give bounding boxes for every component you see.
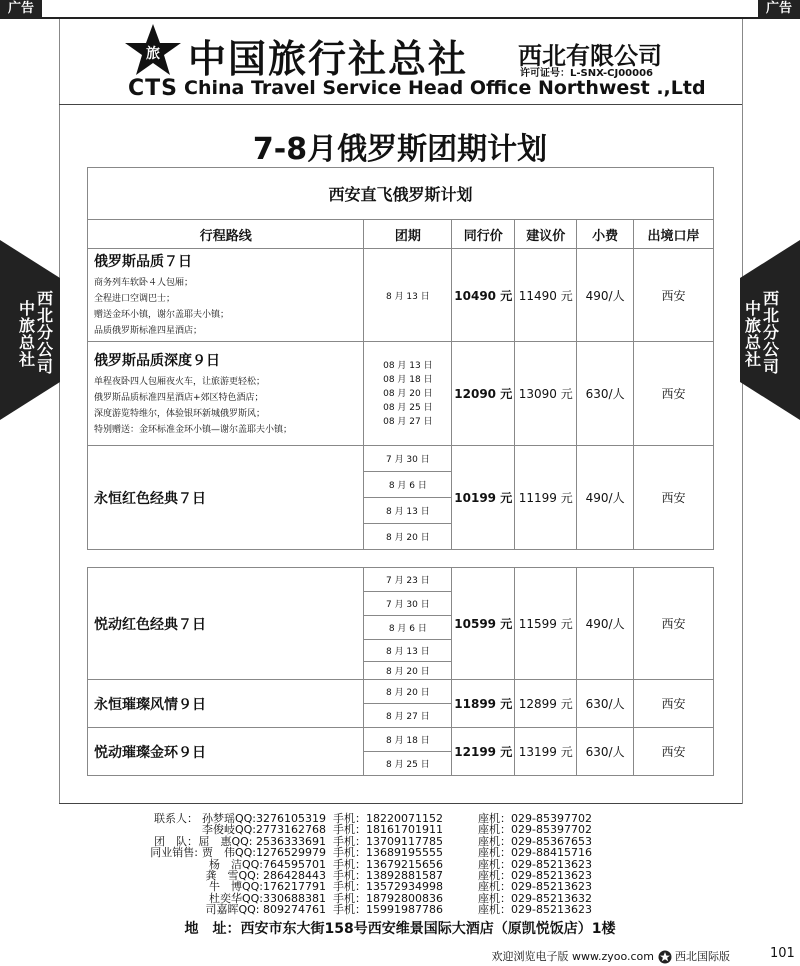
star-logo-icon	[122, 22, 184, 78]
departure-date: 8 月 6 日	[364, 616, 452, 640]
route-desc-line: 单程夜卧四人包厢夜火车，让旅游更轻松；	[94, 376, 266, 387]
route-desc-line: 特别赠送：金环标准金环小镇—谢尔盖耶夫小镇；	[94, 424, 293, 435]
route-cell	[88, 446, 364, 550]
departure-date: 8 月 13 日	[364, 640, 452, 662]
route-desc-line: 深度游览特维尔，体验银环新城俄罗斯风；	[94, 408, 266, 419]
departure-date: 8 月 6 日	[364, 472, 452, 498]
suggested-price: 13199 元	[515, 728, 577, 776]
footer-divider	[59, 803, 742, 804]
address: 地 址：西安市东大街158号西安维景国际大酒店（原凯悦饭店）1楼	[184, 921, 616, 937]
departure-port: 西安	[634, 249, 714, 342]
contact-row: 龚 雪QQ: 286428443 手机：13892881587 座机：029-85213623	[205, 869, 592, 883]
footer-text: 欢迎浏览电子版 www.zyoo.com	[491, 950, 654, 963]
suggested-price: 12899 元	[515, 680, 577, 728]
peer-price: 10490 元	[452, 249, 515, 342]
contact-row: 联系人： 孙梦瑶QQ:3276105319 手机：18220071152 座机：029-85397702	[154, 812, 592, 825]
col-header: 出境口岸	[634, 220, 714, 249]
col-header: 行程路线	[88, 220, 364, 249]
side-label-left	[0, 240, 60, 420]
side-label-right	[740, 240, 800, 420]
contact-row: 李俊岐QQ:2773162768 手机：18161701911 座机：029-85397702	[201, 823, 592, 837]
contact-list	[120, 813, 592, 916]
route-name: 永恒璀璨风情９日	[94, 696, 206, 713]
departure-date: 8 月 20 日	[364, 662, 452, 680]
route-name: 俄罗斯品质深度９日	[94, 352, 220, 369]
cts-logo-text: CTS	[128, 76, 178, 101]
footer	[491, 948, 730, 964]
section-title: 西安直飞俄罗斯计划	[88, 168, 714, 220]
contact-row: 同业销售: 贾 伟QQ:1276529979 手机：13689195555 座机：029-88415716	[150, 846, 592, 860]
contact-row: 团 队： 屈 惠QQ: 2536333691 手机：13709117785 座机：029-85367653	[154, 834, 592, 848]
departure-dates	[364, 342, 452, 446]
departure-date: 8 月 20 日	[364, 680, 452, 704]
departure-port: 西安	[634, 446, 714, 550]
departure-date: 7 月 30 日	[364, 446, 452, 472]
suggested-price: 11490 元	[515, 249, 577, 342]
contact-row: 杜奕华QQ:330688381 手机：18792800836 座机：029-85213632	[208, 891, 592, 905]
route-cell	[88, 728, 364, 776]
contact-row: 司嘉晖QQ: 809274761 手机：15991987786 座机：029-85213623	[205, 903, 592, 917]
departure-date: 08 月 25 日	[383, 402, 433, 413]
table-row	[88, 680, 714, 704]
tip: 630/人	[577, 728, 634, 776]
contact-row: 杨 洁QQ:764595701 手机：13679215656 座机：029-85213623	[208, 857, 592, 871]
tour-table-2	[87, 567, 714, 776]
contact-row: 牛 博QQ:176217791 手机：13572934998 座机：029-85213623	[208, 880, 592, 894]
departure-port: 西安	[634, 568, 714, 680]
suggested-price: 11199 元	[515, 446, 577, 550]
tip: 630/人	[577, 342, 634, 446]
peer-price: 10199 元	[452, 446, 515, 550]
departure-date: 08 月 27 日	[383, 416, 433, 427]
departure-date: 7 月 30 日	[364, 592, 452, 616]
cts-emblem-icon	[658, 950, 672, 964]
table-row	[88, 728, 714, 752]
side-text-col1: 西北分公司	[36, 289, 53, 376]
route-desc-line: 俄罗斯品质标准四星酒店+郊区特色酒店；	[94, 392, 264, 403]
table-row	[88, 446, 714, 472]
peer-price: 10599 元	[452, 568, 515, 680]
side-text-col2: 中旅总社	[744, 299, 761, 369]
ad-tag-right: 广告	[758, 0, 800, 17]
tip: 630/人	[577, 680, 634, 728]
brand-name-en: China Travel Service Head Office Northwest .,Ltd	[184, 77, 706, 99]
page-number: 101	[770, 946, 795, 961]
departure-date: 7 月 23 日	[364, 568, 452, 592]
route-desc-line: 品质俄罗斯标准四星酒店；	[94, 326, 203, 336]
tip: 490/人	[577, 568, 634, 680]
route-desc-line: 全程进口空调巴士；	[94, 294, 176, 304]
tour-table-1	[87, 167, 714, 550]
route-cell	[88, 342, 364, 446]
brand-branch: 西北有限公司	[518, 41, 662, 70]
table-row	[88, 249, 714, 342]
side-text-col2: 中旅总社	[18, 299, 35, 369]
route-cell	[88, 680, 364, 728]
peer-price: 11899 元	[452, 680, 515, 728]
peer-price: 12199 元	[452, 728, 515, 776]
departure-port: 西安	[634, 728, 714, 776]
departure-date: 8 月 25 日	[364, 752, 452, 776]
col-header: 团期	[364, 220, 452, 249]
departure-date: 08 月 20 日	[383, 388, 433, 399]
table-row	[88, 342, 714, 446]
departure-date: 8 月 18 日	[364, 728, 452, 752]
route-desc-line: 赠送金环小镇，谢尔盖耶夫小镇；	[94, 310, 230, 320]
tip: 490/人	[577, 249, 634, 342]
route-cell	[88, 568, 364, 680]
license-number: 许可证号：L-SNX-CJ00006	[520, 68, 653, 79]
brand-name-cn: 中国旅行社总社	[188, 36, 469, 81]
route-cell	[88, 249, 364, 342]
route-desc-line: 商务列车软卧４人包厢；	[94, 278, 194, 288]
col-header: 建议价	[515, 220, 577, 249]
ad-tag-left: 广告	[0, 0, 42, 17]
col-header: 小费	[577, 220, 634, 249]
departure-port: 西安	[634, 342, 714, 446]
page-title: 7-8月俄罗斯团期计划	[252, 132, 548, 167]
departure-date: 8 月 20 日	[364, 524, 452, 550]
route-name: 悦动红色经典７日	[94, 616, 206, 633]
tip: 490/人	[577, 446, 634, 550]
route-name: 悦动璀璨金环９日	[94, 744, 206, 761]
table-row	[88, 568, 714, 592]
suggested-price: 11599 元	[515, 568, 577, 680]
side-text-col1: 西北分公司	[762, 289, 779, 376]
magazine-name: 西北国际版	[675, 950, 730, 963]
logo-char: 旅	[146, 46, 160, 62]
peer-price: 12090 元	[452, 342, 515, 446]
departure-port: 西安	[634, 680, 714, 728]
route-name: 俄罗斯品质７日	[94, 254, 192, 270]
suggested-price: 13090 元	[515, 342, 577, 446]
header-divider	[59, 104, 742, 105]
table-header	[88, 220, 714, 249]
departure-date: 08 月 18 日	[383, 374, 433, 385]
departure-date: 8 月 27 日	[364, 704, 452, 728]
route-name: 永恒红色经典７日	[94, 490, 206, 507]
departure-date: 08 月 13 日	[383, 360, 433, 371]
departure-date: 8 月 13 日	[364, 498, 452, 524]
col-header: 同行价	[452, 220, 515, 249]
departure-date: 8 月 13 日	[364, 249, 452, 342]
